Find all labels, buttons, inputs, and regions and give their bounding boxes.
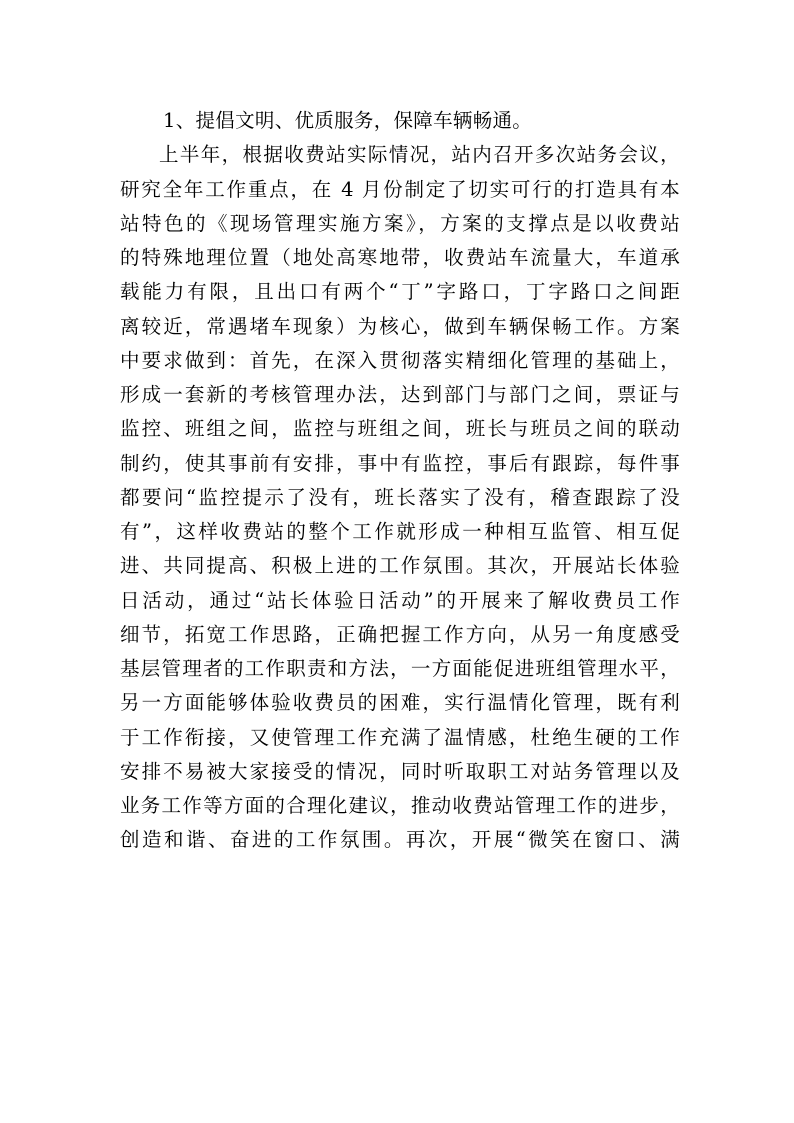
paragraph-line: 中要求做到：首先，在深入贯彻落实精细化管理的基础上， [120,348,680,372]
paragraph-line: 日活动，通过“站长体验日活动”的开展来了解收费员工作 [120,588,680,612]
paragraph-line: 都要问“监控提示了没有，班长落实了没有，稽查跟踪了没 [120,485,680,509]
paragraph-line: 安排不易被大家接受的情况，同时听取职工对站务管理以及 [120,759,680,783]
paragraph-line: 的特殊地理位置（地处高寒地带，收费站车流量大，车道承 [120,246,680,269]
paragraph-line: 研究全年工作重点，在 4 月份制定了切实可行的打造具有本 [120,177,680,201]
paragraph-line: 制约，使其事前有安排，事中有监控，事后有跟踪，每件事 [120,451,680,475]
paragraph-line: 站特色的《现场管理实施方案》，方案的支撑点是以收费站 [120,211,680,235]
paragraph-line: 离较近，常遇堵车现象）为核心，做到车辆保畅工作。方案 [120,314,680,338]
paragraph-line: 载能力有限，且出口有两个“丁”字路口，丁字路口之间距 [120,280,680,304]
paragraph-line: 上半年，根据收费站实际情况，站内召开多次站务会议， [159,143,680,167]
paragraph-line: 于工作衔接，又使管理工作充满了温情感，杜绝生硬的工作 [120,725,680,749]
paragraph-line: 有”，这样收费站的整个工作就形成一种相互监管、相互促 [120,520,680,543]
paragraph-line: 进、共同提高、积极上进的工作氛围。其次，开展站长体验 [120,554,680,578]
paragraph-line: 另一方面能够体验收费员的困难，实行温情化管理，既有利 [120,691,680,715]
body-text [120,104,680,858]
paragraph-line: 监控、班组之间，监控与班组之间，班长与班员之间的联动 [120,417,680,441]
paragraph-line: 创造和谐、奋进的工作氛围。再次，开展“微笑在窗口、满 [120,828,680,852]
section-heading: 1、提倡文明、优质服务，保障车辆畅通。 [163,109,533,132]
paragraph-line: 形成一套新的考核管理办法，达到部门与部门之间，票证与 [120,383,680,406]
paragraph-line: 基层管理者的工作职责和方法，一方面能促进班组管理水平， [120,657,680,680]
paragraph-line: 业务工作等方面的合理化建议，推动收费站管理工作的进步， [120,794,680,817]
paragraph-line: 细节，拓宽工作思路，正确把握工作方向，从另一角度感受 [120,622,680,646]
